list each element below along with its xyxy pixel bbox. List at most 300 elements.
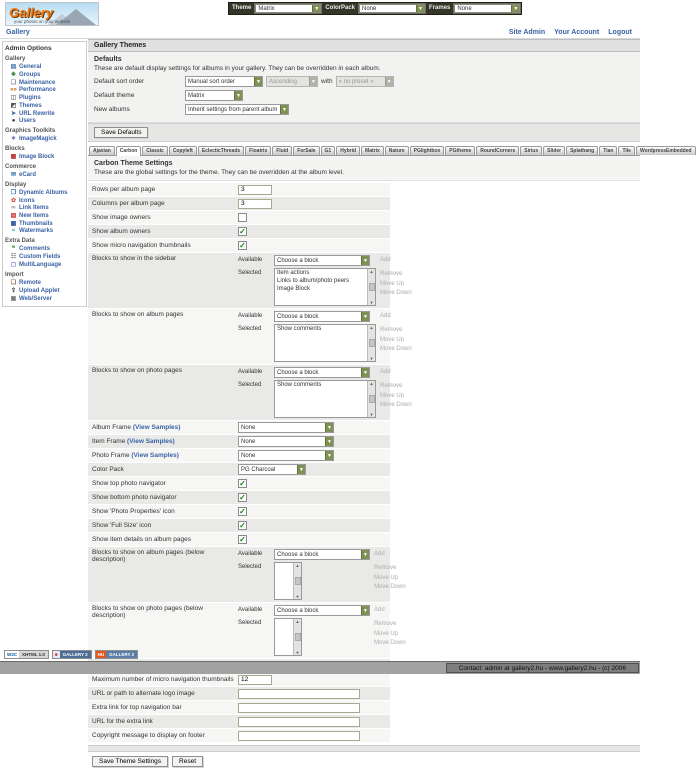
- new-items-icon: ▤: [10, 213, 17, 219]
- default-sort-order-select[interactable]: [185, 76, 263, 87]
- theme-label: Theme: [229, 3, 254, 14]
- available-label: Available: [238, 607, 263, 613]
- setting-label: Color Pack: [92, 465, 124, 473]
- setting-label: Rows per album page: [92, 185, 156, 193]
- move-up-button[interactable]: Move Up: [374, 630, 399, 637]
- setting-row-blocks-to-show-on-photo-pages: [88, 365, 412, 420]
- move-down-button[interactable]: Move Down: [380, 402, 412, 409]
- tab-roundcorners[interactable]: RoundCorners: [476, 146, 519, 155]
- account-links: [509, 29, 632, 36]
- sidebar-item-label: Web/Server: [19, 295, 52, 302]
- setting-label: Show top photo navigator: [92, 479, 166, 487]
- scroll-thumb[interactable]: [369, 395, 375, 403]
- save-theme-settings-button[interactable]: Save Theme Settings: [92, 756, 168, 767]
- setting-label: URL for the extra link: [92, 717, 153, 725]
- chevron-down-icon: ▼: [254, 77, 262, 86]
- footer-badge-3[interactable]: [95, 650, 139, 659]
- sidebar-item-label: Plugins: [19, 94, 41, 101]
- add-block-button[interactable]: Add: [374, 607, 385, 613]
- sidebar-section-graphics-toolkits: Graphics Toolkits: [5, 128, 56, 134]
- sidebar-item-label: eCard: [19, 171, 37, 178]
- sidebar-item-label: Remote: [19, 279, 42, 286]
- choose-a-block-select[interactable]: [274, 549, 370, 560]
- selected-blocks-listbox[interactable]: [274, 562, 302, 600]
- sidebar-item-label: MultiLanguage: [19, 261, 62, 268]
- sidebar-item-watermarks[interactable]: [5, 227, 85, 234]
- plugins-icon: ◫: [10, 95, 17, 101]
- sidebar-item-icons[interactable]: [5, 196, 85, 204]
- new-albums-select[interactable]: [185, 104, 289, 115]
- contact-info: Contact: admin at gallery2.hu - www.gallery2.hu - (c) 2006: [446, 663, 639, 673]
- sidebar-item-label: Image Block: [19, 153, 55, 160]
- move-up-button[interactable]: Move Up: [380, 392, 405, 399]
- colorpack-label: ColorPack: [322, 3, 358, 14]
- page-title: Gallery Themes: [88, 39, 640, 52]
- carbon-settings-header: [88, 156, 640, 181]
- chevron-down-icon: ▼: [234, 91, 242, 100]
- selected-blocks-listbox[interactable]: [274, 324, 376, 362]
- sort-preset-select: [336, 76, 394, 87]
- choose-a-block-select-value: Choose a block: [277, 607, 319, 614]
- sort-preset-value: « no preset »: [338, 78, 374, 85]
- scroll-thumb[interactable]: [369, 283, 375, 291]
- available-label: Available: [238, 369, 263, 375]
- setting-label: Show 'Photo Properties' icon: [92, 507, 175, 515]
- remote-icon: ❏: [10, 280, 17, 286]
- setting-label: Show image owners: [92, 213, 151, 221]
- tab-siriux[interactable]: Siriux: [520, 146, 542, 155]
- extra-link-for-top-navigation-bar-input[interactable]: [238, 703, 360, 713]
- listbox-scrollbar[interactable]: [367, 325, 375, 361]
- scroll-up-icon[interactable]: ▲: [295, 619, 300, 624]
- setting-label: Show 'Full Size' icon: [92, 521, 152, 529]
- dynamic-albums-icon: ❐: [10, 190, 17, 196]
- theme-toolbar: [228, 2, 522, 15]
- tab-nature[interactable]: Nature: [385, 146, 409, 155]
- tab-forsale[interactable]: ForSale: [293, 146, 319, 155]
- setting-label: Blocks to show in the sidebar: [92, 255, 177, 262]
- default-theme-label: Default theme: [94, 92, 135, 99]
- scroll-thumb[interactable]: [295, 577, 301, 585]
- sidebar-item-new-items[interactable]: [5, 211, 85, 219]
- setting-label: Show album owners: [92, 227, 151, 235]
- chevron-down-icon: ▼: [312, 5, 320, 12]
- footer-badge-1[interactable]: [4, 650, 49, 659]
- setting-label: Album Frame (View Samples): [92, 423, 181, 431]
- footer-badges: [4, 650, 138, 659]
- frames-select[interactable]: [454, 4, 520, 13]
- setting-row-photo-frame: [88, 449, 390, 462]
- sidebar-item-label: ImageMagick: [19, 135, 57, 142]
- url-rewrite-icon: ➤: [10, 111, 17, 117]
- view-samples-link[interactable]: (View Samples): [132, 423, 181, 431]
- badge-left-label: ■: [54, 652, 58, 657]
- badge-left-label: HU: [97, 652, 105, 657]
- sidebar-item-imagemagick[interactable]: [5, 134, 85, 142]
- tab-g1[interactable]: G1: [321, 146, 336, 155]
- top-bar: [0, 0, 640, 27]
- sidebar-section-blocks: Blocks: [5, 146, 25, 152]
- setting-row-item-frame: [88, 435, 390, 448]
- remove-block-button[interactable]: Remove: [380, 383, 403, 389]
- listbox-scrollbar[interactable]: [367, 269, 375, 305]
- sidebar-item-url-rewrite[interactable]: [5, 109, 85, 117]
- choose-a-block-select[interactable]: [274, 311, 370, 322]
- setting-row-url-or-path-to-alternate-logo-image: [88, 687, 390, 700]
- setting-label: Show bottom photo navigator: [92, 493, 177, 501]
- tab-tile[interactable]: Tile: [618, 146, 635, 155]
- block-actions: [380, 380, 428, 411]
- setting-label: Show micro navigation thumbnails: [92, 241, 191, 249]
- setting-label: Item Frame (View Samples): [92, 437, 175, 445]
- choose-a-block-select-value: Choose a block: [277, 313, 319, 320]
- admin-options-box: [2, 41, 87, 307]
- block-actions: [380, 324, 428, 355]
- choose-a-block-select[interactable]: [274, 255, 370, 266]
- move-down-button[interactable]: Move Down: [380, 290, 412, 297]
- sidebar-item-label: Thumbnails: [19, 220, 53, 227]
- listbox-scrollbar[interactable]: [293, 563, 301, 599]
- chevron-down-icon: ▼: [361, 256, 369, 265]
- sidebar-item-performance[interactable]: [5, 86, 85, 93]
- selected-blocks-listbox[interactable]: [274, 268, 376, 306]
- remove-block-button[interactable]: Remove: [380, 271, 403, 277]
- setting-label: Blocks to show on album pages: [92, 311, 184, 318]
- setting-row-url-for-the-extra-link: [88, 715, 390, 728]
- move-down-button[interactable]: Move Down: [380, 346, 412, 353]
- add-block-button[interactable]: Add: [380, 257, 391, 263]
- setting-label: Blocks to show on photo pages: [92, 367, 182, 374]
- sidebar-item-label: Performance: [19, 87, 56, 93]
- setting-label: Blocks to show on photo pages (below description): [92, 605, 203, 620]
- setting-label: Maximum number of micro navigation thumbnails: [92, 675, 234, 683]
- scroll-up-icon[interactable]: ▲: [295, 563, 300, 568]
- tab-splathang[interactable]: Splathang: [566, 146, 598, 155]
- new-albums-label: New albums: [94, 106, 130, 113]
- sidebar-item-multilanguage[interactable]: [5, 260, 85, 268]
- url-for-the-extra-link-input[interactable]: [238, 717, 360, 727]
- add-block-button[interactable]: Add: [380, 369, 391, 375]
- remove-block-button[interactable]: Remove: [374, 565, 397, 571]
- scroll-up-icon[interactable]: ▲: [369, 325, 374, 330]
- defaults-heading: Defaults: [94, 56, 122, 63]
- show-full-size-icon-checkbox[interactable]: ✓: [239, 521, 246, 530]
- sidebar-item-ecard[interactable]: [5, 170, 85, 178]
- image-block-icon: ▦: [10, 154, 17, 160]
- scroll-up-icon[interactable]: ▲: [369, 269, 374, 274]
- sidebar-item-label: Maintenance: [19, 79, 56, 86]
- choose-a-block-select-value: Choose a block: [277, 369, 319, 376]
- item-frame-select-value: None: [241, 438, 256, 445]
- comments-icon: ❝: [11, 246, 16, 252]
- list-item[interactable]: Show comments: [277, 326, 322, 332]
- photo-frame-select[interactable]: [238, 450, 334, 461]
- sidebar-item-groups[interactable]: [5, 70, 85, 78]
- maximum-number-of-micro-navigation-thumbnails-input[interactable]: [238, 675, 272, 685]
- setting-label: Show item details on album pages: [92, 535, 192, 543]
- tab-floatrix[interactable]: Floatrix: [245, 146, 271, 155]
- performance-icon: »»: [10, 87, 17, 93]
- sidebar-item-label: Upload Applet: [19, 287, 60, 294]
- ecard-icon: ✉: [10, 172, 17, 178]
- footer-badge-2[interactable]: [52, 650, 92, 659]
- setting-row-show-full-size-icon: [88, 519, 390, 532]
- item-frame-select[interactable]: [238, 436, 334, 447]
- sidebar-item-label: URL Rewrite: [19, 110, 55, 117]
- colorpack-select[interactable]: [359, 4, 425, 13]
- setting-label: Columns per album page: [92, 199, 165, 207]
- theme-select[interactable]: [255, 4, 321, 13]
- default-theme-select[interactable]: [185, 90, 243, 101]
- theme-tabs: [88, 142, 692, 156]
- scroll-down-icon[interactable]: ▼: [369, 356, 374, 361]
- photo-frame-select-value: None: [241, 452, 256, 459]
- selected-blocks-listbox[interactable]: [274, 380, 376, 418]
- album-frame-select[interactable]: [238, 422, 334, 433]
- multilanguage-icon: ◻: [11, 262, 16, 268]
- show-photo-properties-icon-checkbox[interactable]: ✓: [239, 507, 246, 516]
- imagemagick-icon: ✶: [10, 136, 17, 142]
- move-up-button[interactable]: Move Up: [380, 336, 405, 343]
- setting-row-show-image-owners: [88, 211, 390, 224]
- list-item[interactable]: Image Block: [277, 285, 311, 292]
- color-pack-select[interactable]: [238, 464, 306, 475]
- chevron-down-icon: ▼: [385, 77, 393, 86]
- sidebar-item-web-server[interactable]: [5, 294, 85, 302]
- tab-ajaxian[interactable]: Ajaxian: [89, 146, 115, 155]
- site-admin-link[interactable]: Site Admin: [508, 29, 546, 36]
- show-item-details-on-album-pages-checkbox[interactable]: ✓: [239, 535, 246, 544]
- sidebar-item-label: Link Items: [19, 205, 49, 211]
- sidebar-item-label: Custom Fields: [19, 253, 61, 260]
- chevron-down-icon: ▼: [297, 465, 305, 474]
- show-micro-navigation-thumbnails-checkbox[interactable]: ✓: [239, 241, 246, 250]
- sidebar-item-label: Watermarks: [19, 228, 54, 234]
- sidebar-item-image-block[interactable]: [5, 152, 85, 160]
- scroll-down-icon[interactable]: ▼: [369, 300, 374, 305]
- sidebar-title: Admin Options: [5, 45, 52, 52]
- chevron-down-icon: ▼: [511, 5, 519, 12]
- block-actions: [374, 562, 422, 593]
- scroll-up-icon[interactable]: ▲: [369, 381, 374, 386]
- sidebar-item-custom-fields[interactable]: [5, 252, 85, 260]
- new-albums-value: Inherit settings from parent album: [188, 106, 278, 113]
- tab-hybrid[interactable]: Hybrid: [336, 146, 360, 155]
- sidebar-item-remote[interactable]: [5, 278, 85, 286]
- listbox-scrollbar[interactable]: [367, 381, 375, 417]
- save-defaults-button[interactable]: Save Defaults: [94, 127, 148, 138]
- sidebar-item-label: Groups: [19, 71, 41, 78]
- scroll-down-icon[interactable]: ▼: [295, 650, 300, 655]
- sidebar-item-label: Dynamic Albums: [19, 189, 68, 196]
- frames-label: Frames: [426, 3, 453, 14]
- rows-per-album-page-input[interactable]: [238, 185, 272, 195]
- setting-row-show-photo-properties-icon: [88, 505, 390, 518]
- badge-text: XHTML 1.0: [19, 651, 48, 658]
- gallery-logo[interactable]: [5, 2, 99, 26]
- setting-label: Extra link for top navigation bar: [92, 703, 182, 711]
- theme-select-value: Matrix: [258, 5, 275, 12]
- show-image-owners-checkbox[interactable]: [238, 213, 247, 222]
- sidebar-item-thumbnails[interactable]: [5, 219, 85, 227]
- sidebar-item-upload-applet[interactable]: [5, 286, 85, 294]
- setting-row-color-pack: [88, 463, 390, 476]
- tab-classic[interactable]: Classic: [142, 146, 168, 155]
- form-end-band: [88, 745, 640, 752]
- chevron-down-icon: ▼: [361, 312, 369, 321]
- selected-label: Selected: [238, 620, 262, 626]
- move-down-button[interactable]: Move Down: [374, 640, 406, 647]
- tab-pgtheme[interactable]: PGtheme: [445, 146, 475, 155]
- block-actions: [374, 618, 422, 649]
- show-album-owners-checkbox[interactable]: ✓: [239, 227, 246, 236]
- sidebar-section-extra-data: Extra Data: [5, 238, 35, 244]
- block-actions: [380, 268, 428, 299]
- defaults-description: These are default display settings for albums in your gallery. They can be overridden in each album.: [94, 65, 381, 72]
- sidebar-item-users[interactable]: [5, 117, 85, 124]
- setting-label: Blocks to show on album pages (below description): [92, 549, 205, 564]
- save-defaults-band: [88, 123, 640, 142]
- badge-left-label: W3C: [7, 652, 17, 657]
- setting-row-blocks-to-show-on-album-pages: [88, 309, 412, 364]
- reset-button[interactable]: Reset: [172, 756, 203, 767]
- sidebar-item-plugins[interactable]: [5, 93, 85, 101]
- setting-row-show-item-details-on-album-pages: [88, 533, 390, 546]
- url-or-path-to-alternate-logo-image-input[interactable]: [238, 689, 360, 699]
- add-block-button[interactable]: Add: [380, 313, 391, 319]
- sidebar-section-gallery: Gallery: [5, 56, 26, 62]
- setting-row-show-micro-navigation-thumbnails: [88, 239, 390, 252]
- setting-label: Photo Frame (View Samples): [92, 451, 179, 459]
- sidebar-section-import: Import: [5, 272, 24, 278]
- selected-label: Selected: [238, 326, 262, 332]
- sidebar-item-themes[interactable]: [5, 101, 85, 109]
- remove-block-button[interactable]: Remove: [374, 621, 397, 627]
- scroll-down-icon[interactable]: ▼: [369, 412, 374, 417]
- chevron-down-icon: ▼: [309, 77, 317, 86]
- sidebar-item-dynamic-albums[interactable]: [5, 188, 85, 196]
- logout-link[interactable]: Logout: [608, 29, 632, 36]
- chevron-down-icon: ▼: [280, 105, 288, 114]
- custom-fields-icon: ☷: [10, 254, 17, 260]
- chevron-down-icon: ▼: [325, 437, 333, 446]
- upload-applet-icon: ⇪: [10, 288, 17, 294]
- color-pack-select-value: PG Charcoal: [241, 466, 276, 473]
- sidebar-item-maintenance[interactable]: [5, 78, 85, 86]
- move-down-button[interactable]: Move Down: [374, 584, 406, 591]
- columns-per-album-page-input[interactable]: [238, 199, 272, 209]
- chevron-down-icon: ▼: [416, 5, 424, 12]
- setting-row-show-top-photo-navigator: [88, 477, 390, 490]
- show-top-photo-navigator-checkbox[interactable]: ✓: [239, 479, 246, 488]
- chevron-down-icon: ▼: [361, 368, 369, 377]
- default-theme-value: Matrix: [188, 92, 205, 99]
- copyright-message-to-display-on-footer-input[interactable]: [238, 731, 360, 741]
- sidebar-item-comments[interactable]: [5, 244, 85, 252]
- groups-icon: ❖: [10, 72, 17, 78]
- list-item[interactable]: Show comments: [277, 382, 322, 388]
- tab-wordpressembedded[interactable]: WordpressEmbedded: [636, 146, 696, 155]
- default-sort-order-value: Manual sort order: [188, 78, 236, 85]
- listbox-scrollbar[interactable]: [293, 619, 301, 655]
- setting-label: Copyright message to display on footer: [92, 731, 205, 739]
- view-samples-link[interactable]: (View Samples): [131, 451, 179, 459]
- scroll-down-icon[interactable]: ▼: [295, 594, 300, 599]
- sidebar-item-link-items[interactable]: [5, 204, 85, 211]
- carbon-settings-description: These are the global settings for the theme. They can be overridden at the album level.: [94, 169, 344, 176]
- default-sort-order-label: Default sort order: [94, 78, 145, 85]
- defaults-section: [88, 52, 640, 123]
- logo-subtext: your photos on your website: [14, 19, 71, 24]
- choose-a-block-select[interactable]: [274, 605, 370, 616]
- frames-select-value: None: [457, 5, 472, 12]
- badge-text: GALLERY 2: [106, 651, 137, 658]
- view-samples-link[interactable]: (View Samples): [127, 437, 175, 445]
- setting-row-blocks-to-show-in-the-sidebar: [88, 253, 412, 308]
- move-up-button[interactable]: Move Up: [380, 280, 405, 287]
- setting-row-show-album-owners: [88, 225, 390, 238]
- watermarks-icon: ≈: [11, 228, 16, 234]
- sidebar-item-label: Users: [19, 118, 36, 124]
- breadcrumb-bar: [0, 27, 640, 39]
- setting-row-copyright-message-to-display-on-footer: [88, 729, 390, 742]
- chevron-down-icon: ▼: [361, 606, 369, 615]
- list-item[interactable]: Links to album/photo peers: [277, 277, 350, 284]
- sidebar-item-label: General: [19, 63, 42, 70]
- tab-carbon[interactable]: Carbon: [116, 146, 142, 156]
- choose-a-block-select-value: Choose a block: [277, 257, 319, 264]
- selected-label: Selected: [238, 564, 262, 570]
- available-label: Available: [238, 313, 263, 319]
- sidebar-item-label: Icons: [19, 197, 35, 204]
- footer-bar: [0, 661, 640, 674]
- tab-pglightbox[interactable]: PGlightbox: [410, 146, 445, 155]
- scroll-thumb[interactable]: [295, 633, 301, 641]
- add-block-button[interactable]: Add: [374, 551, 385, 557]
- your-account-link[interactable]: Your Account: [554, 29, 600, 36]
- tab-fluid[interactable]: Fluid: [272, 146, 292, 155]
- scroll-thumb[interactable]: [369, 339, 375, 347]
- tab-matrix[interactable]: Matrix: [361, 146, 384, 155]
- setting-label: URL or path to alternate logo image: [92, 689, 195, 697]
- sidebar-item-general[interactable]: [5, 62, 85, 70]
- link-items-icon: ∞: [11, 205, 16, 211]
- selected-blocks-listbox[interactable]: [274, 618, 302, 656]
- web-server-icon: ▣: [10, 296, 17, 302]
- maintenance-icon: ❏: [10, 80, 17, 86]
- sidebar-section-commerce: Commerce: [5, 164, 37, 170]
- chevron-down-icon: ▼: [361, 550, 369, 559]
- available-label: Available: [238, 257, 263, 263]
- tab-copyleft[interactable]: Copyleft: [169, 146, 197, 155]
- remove-block-button[interactable]: Remove: [380, 327, 403, 333]
- tab-slider[interactable]: Slider: [543, 146, 565, 155]
- setting-row-blocks-to-show-on-album-pages-below-description: [88, 547, 406, 602]
- list-item[interactable]: Item actions: [277, 270, 310, 276]
- selected-label: Selected: [238, 270, 262, 276]
- tab-eclecticthreads[interactable]: EclecticThreads: [198, 146, 244, 155]
- gallery-home-link[interactable]: Gallery: [6, 29, 30, 36]
- sidebar-item-label: Themes: [19, 102, 42, 109]
- chevron-down-icon: ▼: [325, 451, 333, 460]
- with-label: with: [321, 78, 333, 85]
- move-up-button[interactable]: Move Up: [374, 574, 399, 581]
- show-bottom-photo-navigator-checkbox[interactable]: ✓: [239, 493, 246, 502]
- choose-a-block-select[interactable]: [274, 367, 370, 378]
- sort-direction-value: Ascending: [269, 78, 298, 85]
- users-icon: ●: [11, 118, 16, 124]
- tab-tian[interactable]: Tian: [599, 146, 617, 155]
